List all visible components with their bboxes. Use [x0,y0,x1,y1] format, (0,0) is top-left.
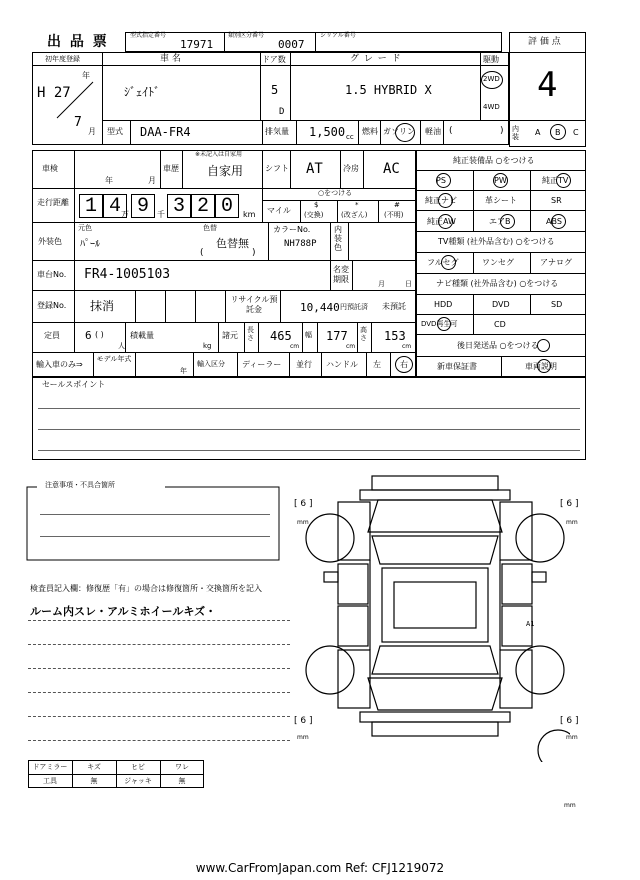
chassis-value: FR4-1005103 [84,267,171,282]
doors-label: ドア数 [262,55,286,64]
length-label: 長さ [247,326,254,342]
fuel-label: 燃料 [362,127,378,136]
equip-pw-circle [493,173,508,188]
equip-airbag-circle [500,214,515,229]
docs-warranty: 新車保証書 [437,362,477,371]
legend-tools: 工具 [43,777,57,785]
mileage-digit-2: 4 [103,194,127,218]
model-year-label: モデル年式 [96,355,132,363]
doors-value: 5 [271,83,279,97]
navi-dvd-play-circle [437,317,451,331]
capacity-unit: 人 [118,342,125,350]
tread-rl: [ 6 ] [294,716,313,726]
length-unit: cm [290,343,300,350]
handle-right: 右 [400,360,408,369]
details-block [32,150,416,377]
capacity-value: 6 [85,329,92,342]
shift-label: シフト [265,164,289,173]
car-name-label: 車 名 [160,54,181,64]
mileage-unknown: (不明) [384,211,404,219]
mileage-mile: マイル [267,206,291,215]
equip-leather: 革シート [485,196,517,205]
tv-header: TV種類 (社外品含む) ○をつける [438,237,555,246]
sales-point-label: セールスポイント [42,380,106,389]
drive-4wd: 4WD [483,103,500,111]
equip-oem-navi-circle [438,193,453,208]
equip-ps-circle [436,173,451,188]
drive-2wd-circle [481,71,503,89]
tread-rl-unit: mm [297,734,309,741]
score-value: 4 [537,65,558,105]
type-cert-label: 型式指定番号 [130,32,167,39]
grade-value: 1.5 HYBRID X [345,83,432,97]
repaint-paren-close: ) [252,248,256,258]
navi-header: ナビ種類 (社外品含む) ○をつける [436,279,559,288]
footer-watermark: www.CarFromJapan.com Ref: CFJ1219072 [195,861,445,875]
inspector-note: ルーム内スレ・アルミホイールキズ・ [30,605,217,618]
tread-rl-value: 6 [300,716,307,726]
mileage-km: km [243,210,256,219]
handle-left: 左 [373,360,381,369]
navi-hdd: HDD [434,300,453,309]
docs-header: 後日発送品 ○をつける [457,341,539,350]
equip-oem-tv: 純正TV [542,176,569,185]
interior-a: A [535,128,541,137]
mileage-tamper: (改ざん) [341,211,368,219]
doors-suffix: D [279,107,285,117]
caution-box [25,486,281,561]
mileage-exchange: (交換) [304,211,324,219]
equip-pw: PW [494,176,507,185]
navi-sd: SD [551,300,563,309]
legend-header-crack: ヒビ [131,763,145,771]
equip-oem-aw: 純正AW [427,217,456,226]
legend-jack-value: 無 [178,777,186,785]
aircon-label: 冷房 [343,164,359,173]
handle-right-circle [395,356,413,373]
equip-abs: ABS [546,217,562,226]
date-slash [55,80,95,120]
docs-manual: 車両説明 [525,362,557,371]
dealer-option: ディーラー [242,360,282,369]
docs-header-circle [537,339,550,352]
load-unit: kg [203,342,212,350]
displacement-value: 1,500 [309,125,346,139]
mileage-sen: 千 [157,210,165,219]
load-label: 積載量 [130,331,154,340]
capacity-label: 定員 [44,331,60,340]
mileage-unknown-sym: # [394,201,400,209]
registration-label: 登録No. [37,301,67,310]
tread-rr-value: 6 [566,716,573,726]
displacement-unit: cc [346,133,354,141]
color-no-label: カラーNo. [273,225,311,234]
caution-label: 注意事項・不具合箇所 [45,481,115,489]
history-note: ※未記入は自家用 [195,151,243,158]
equip-sr: SR [551,196,562,205]
car-name-value: ｼﾞｪｲﾄﾞ [124,85,161,99]
name-change-label: 名変期限 [333,265,349,284]
tread-fr-unit: mm [566,519,578,526]
dims-label: 諸元 [222,331,238,340]
orig-color-label: 元色 [78,224,92,232]
width-value: 177 [326,329,348,343]
drive-2wd: 2WD [483,75,500,83]
height-value: 153 [384,329,406,343]
category-label: 類別区分番号 [228,32,265,39]
tread-fl: [ 6 ] [294,499,313,509]
import-type-label: 輸入区分 [197,360,225,368]
fuel-other: ( [449,126,453,136]
legend-header-scratch: キズ [87,763,101,771]
inspection-year-label: 年 [105,176,113,185]
score-label: 評 価 点 [528,37,561,47]
fuel-gasoline-circle [395,123,415,142]
history-value: 自家用 [207,164,244,178]
damage-mark-a1: A1 [526,620,535,628]
mileage-man: 万 [121,210,129,219]
mileage-tamper-sym: * [355,201,359,209]
first-reg-label: 初年度登録 [45,55,80,63]
navi-dvd: DVD [492,300,510,309]
sales-point-block [32,377,586,460]
model-value: DAA-FR4 [140,125,191,139]
docs-manual-circle [537,359,551,373]
fuel-gasoline: ガソリン [383,127,415,136]
name-change-month: 月 [378,280,385,288]
recycle-pending: 未預託 [382,302,406,311]
year-suffix: 年 [82,71,90,80]
recycle-value: 10,440 [300,301,340,314]
capacity-paren: ( ) [95,330,104,339]
drive-label: 駆動 [483,55,499,64]
month-suffix: 月 [88,127,96,136]
tv-fullseg: フルセグ [427,258,459,267]
navi-dvd-play: DVD再生可 [421,320,458,328]
chassis-label: 車台No. [37,270,67,279]
tread-fl-value: 6 [300,499,307,509]
repaint-paren-open: ( [200,248,204,258]
navi-cd: CD [494,320,506,329]
interior-b: B [555,128,561,137]
inspection-month-label: 月 [148,176,156,185]
height-unit: cm [402,343,412,350]
recycle-label: リサイクル預託金 [230,295,278,314]
fuel-diesel: 軽油 [425,127,441,136]
mileage-digit-5: 2 [191,194,215,218]
tread-fr-value: 6 [566,499,573,509]
color-label: 外装色 [38,237,62,246]
recycle-status: 円預託済 [340,303,368,311]
equip-oem-aw-circle [438,214,453,229]
displacement-label: 排気量 [265,127,289,136]
tread-fl-unit: mm [297,519,309,526]
parallel-option: 並行 [296,360,312,369]
inspection-label: 車検 [42,164,58,173]
repaint-label: 色替 [203,224,217,232]
import-label: 輸入車のみ⇒ [36,360,83,369]
legend-tools-value: 無 [90,777,98,785]
mileage-digit-6: 0 [215,194,239,218]
fuel-other-close: ) [500,126,504,136]
type-cert-value: 17971 [180,38,214,51]
tread-rr: [ 6 ] [560,716,579,726]
legend-header-mirror: ドアミラー [32,763,68,771]
history-label: 車歴 [163,164,179,173]
equip-ps: PS [436,176,446,185]
inspector-label: 検査員記入欄：修復歴「有」の場合は修復箇所・交換箇所を記入 [30,584,262,593]
era-value: H 27 [37,85,71,101]
handle-label: ハンドル [326,360,358,369]
equip-abs-circle [551,214,566,229]
orig-color-value: ﾊﾟｰﾙ [80,239,100,250]
height-label: 高さ [360,326,367,342]
equip-airbag: エアB [489,217,511,226]
grade-label: グ レ ー ド [350,54,402,64]
equip-oem-tv-circle [556,173,571,188]
legend-jack: ジャッキ [124,777,152,785]
form-title: 出 品 票 [47,34,109,50]
mileage-exchange-sym: $ [314,201,319,209]
interior-c: C [573,128,579,137]
mileage-digit-4: 3 [167,194,191,218]
serial-label: シリアル番号 [320,32,356,39]
tv-analog: アナログ [540,258,572,267]
mileage-digit-1: 1 [79,194,103,218]
tv-fullseg-circle [441,255,456,270]
mileage-digit-3: 9 [131,194,155,218]
repaint-value: 色替無 [216,237,249,250]
interior-b-circle [550,124,566,140]
aircon-value: AC [383,161,400,177]
model-year-unit: 年 [180,367,187,375]
mileage-label: 走行距離 [37,198,69,207]
length-value: 465 [270,329,292,343]
width-label: 幅 [305,331,312,339]
equip-oem-navi: 純正ナビ [425,196,457,205]
tv-oneseg: ワンセグ [482,258,514,267]
category-value: 0007 [278,38,305,51]
color-no-value: NH788P [284,239,317,249]
name-change-day: 日 [405,280,412,288]
interior-color-label: 内装色 [334,225,342,252]
tread-spare-unit: mm [564,802,576,809]
tread-rr-unit: mm [566,734,578,741]
tread-fr: [ 6 ] [560,499,579,509]
registration-value: 抹消 [90,299,115,313]
model-label: 型式 [107,127,123,136]
mileage-check-note: ○をつける [318,189,353,197]
month-value: 7 [74,115,82,130]
interior-label: 内装 [512,125,519,141]
oem-header: 純正装備品 ○をつける [453,156,535,165]
width-unit: cm [346,343,356,350]
shift-value: AT [306,161,323,177]
legend-header-break: ワレ [175,763,189,771]
